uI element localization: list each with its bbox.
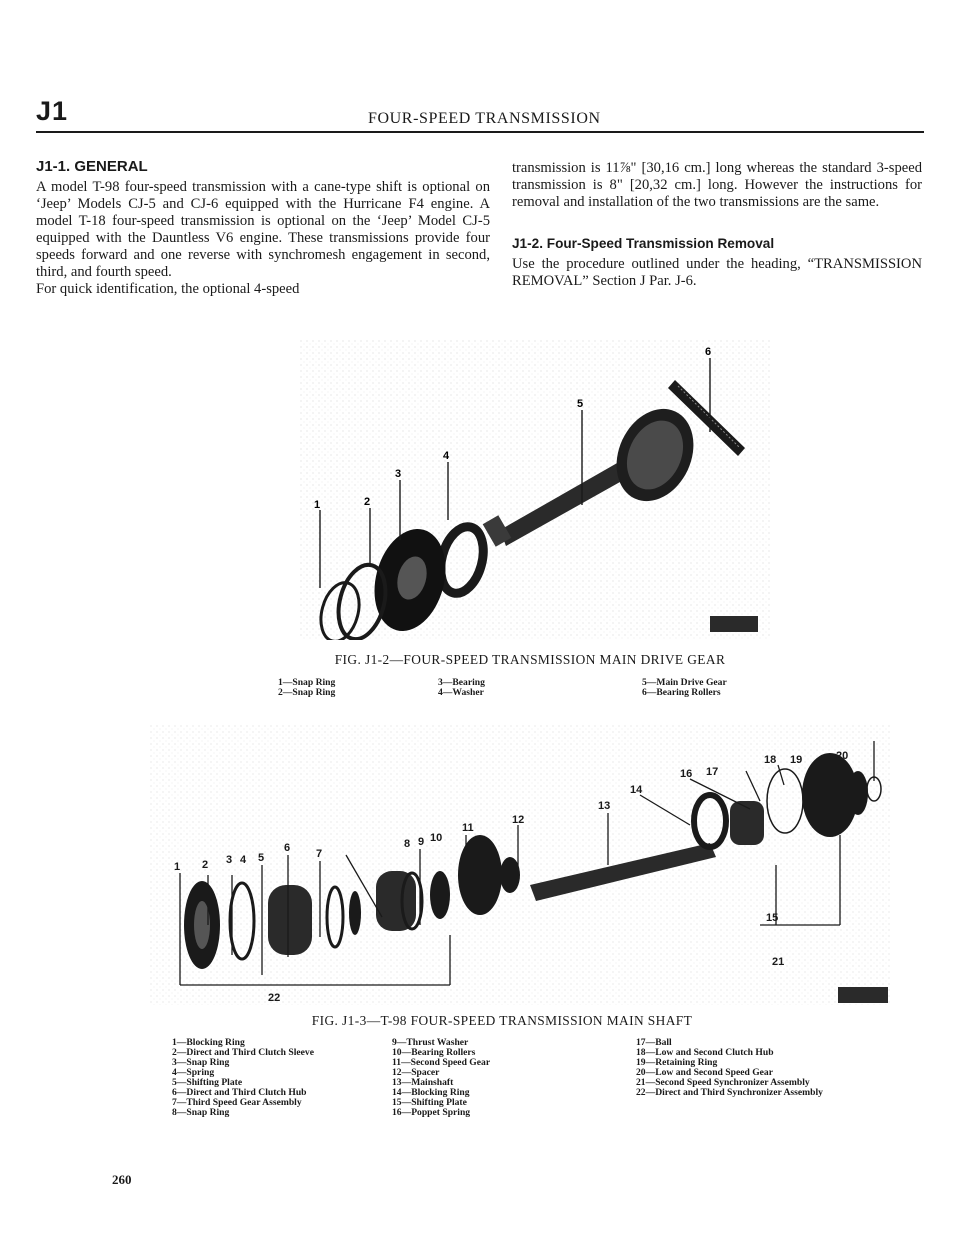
callout-label: 19 (790, 754, 803, 766)
legend-column (392, 1038, 490, 1118)
legend-item: 9—Thrust Washer (392, 1037, 469, 1048)
legend-item: 20—Low and Second Speed Gear (636, 1067, 773, 1078)
general-paragraph-2: For quick identification, the optional 4-speed (36, 281, 300, 297)
figure-tag (710, 616, 758, 632)
callout-label: 8 (404, 838, 411, 850)
callout-label: 6 (284, 842, 291, 854)
callout-label: 16 (680, 768, 693, 780)
legend-item: 15—Shifting Plate (392, 1097, 467, 1108)
legend-item: 19—Retaining Ring (636, 1057, 718, 1068)
legend-item: 11—Second Speed Gear (392, 1057, 491, 1068)
legend-item: 17—Ball (636, 1037, 672, 1048)
legend-item: 4—Washer (438, 687, 484, 698)
running-title: FOUR-SPEED TRANSMISSION (368, 110, 601, 127)
callout-label: 4 (443, 450, 450, 462)
callout-label: 10 (430, 832, 443, 844)
removal-heading: J1-2. Four-Speed Transmission Removal (512, 236, 775, 251)
callout-label: 18 (764, 754, 777, 766)
section-code: J1 (36, 96, 69, 126)
callout-label: 4 (240, 854, 247, 866)
callout-label: 9 (418, 836, 425, 848)
callout-label: 3 (226, 854, 233, 866)
legend-item: 14—Blocking Ring (392, 1087, 470, 1098)
legend-item: 6—Bearing Rollers (642, 687, 721, 698)
general-paragraph-3: transmission is 11⅞" [30,16 cm.] long whereas the standard 3-speed transmission is 8" [20,32 cm.] long. However the instructions for removal and installation of the two transmissions are the same. (512, 160, 922, 210)
callout-label: 21 (772, 956, 785, 968)
legend-item: 3—Bearing (438, 677, 485, 688)
figure-caption: FIG. J1-3—T-98 FOUR-SPEED TRANSMISSION MAIN SHAFT (311, 1013, 693, 1028)
legend-item: 2—Direct and Third Clutch Sleeve (172, 1047, 314, 1058)
page-number: 260 (112, 1172, 132, 1187)
callout-label: 2 (364, 496, 371, 508)
legend-item: 5—Shifting Plate (172, 1077, 243, 1088)
callout-label: 14 (630, 784, 643, 796)
legend-item: 22—Direct and Third Synchronizer Assembly (636, 1087, 823, 1098)
legend-column (438, 678, 485, 698)
legend-item: 7—Third Speed Gear Assembly (172, 1097, 302, 1108)
legend-item: 12—Spacer (392, 1067, 440, 1078)
callout-label: 5 (258, 852, 265, 864)
legend-column (642, 678, 727, 698)
legend-item: 16—Poppet Spring (392, 1107, 471, 1118)
legend-item: 3—Snap Ring (172, 1057, 230, 1068)
legend-item: 4—Spring (172, 1067, 215, 1078)
callout-label: 20 (836, 750, 849, 762)
header-rule (36, 131, 924, 133)
removal-paragraph: Use the procedure outlined under the heading, “TRANSMISSION REMOVAL” Section J Par. J-6. (512, 256, 922, 289)
legend-column (172, 1038, 314, 1118)
callout-label: 2 (202, 859, 209, 871)
main-drive-gear-illustration (300, 340, 770, 640)
left-column (36, 158, 490, 298)
legend-item: 10—Bearing Rollers (392, 1047, 476, 1058)
callout-label: 7 (316, 848, 323, 860)
callout-label: 13 (598, 800, 611, 812)
callout-label: 17 (706, 766, 719, 778)
main-shaft-drawing (150, 725, 890, 1005)
legend-item: 21—Second Speed Synchronizer Assembly (636, 1077, 810, 1088)
general-heading: J1-1. GENERAL (36, 158, 148, 175)
legend-item: 1—Snap Ring (278, 677, 336, 688)
legend-item: 8—Snap Ring (172, 1107, 230, 1118)
callout-label: 15 (766, 912, 779, 924)
callout-label: 12 (512, 814, 525, 826)
legend-item: 18—Low and Second Clutch Hub (636, 1047, 774, 1058)
callout-label: 1 (314, 499, 321, 511)
callout-label: 22 (268, 992, 281, 1004)
legend-column (636, 1038, 823, 1098)
legend-item: 13—Mainshaft (392, 1077, 454, 1088)
legend-column (278, 678, 335, 698)
legend-item: 6—Direct and Third Clutch Hub (172, 1087, 307, 1098)
callout-label: 1 (174, 861, 181, 873)
figure-tag (838, 987, 888, 1003)
callout-label: 6 (705, 346, 712, 358)
main-drive-gear-drawing (300, 340, 770, 640)
callout-label: 5 (577, 398, 584, 410)
legend-item: 5—Main Drive Gear (642, 677, 727, 688)
right-column (512, 160, 922, 290)
callout-label: 3 (395, 468, 402, 480)
callout-label: 11 (462, 822, 474, 834)
general-paragraph-1: A model T-98 four-speed transmission with a cane-type shift is optional on ‘Jeep’ Models CJ-5 and CJ-6 equipped with the Hurricane F4 engine. A model T-18 four-speed transmission is optional on the ‘Jeep’ Model CJ-5 equipped with the Dauntless V6 engine. These transmissions provide four speeds forward and one reverse with synchromesh engagement in second, third, and fourth speed. (36, 179, 490, 280)
figure-caption: FIG. J1-2—FOUR-SPEED TRANSMISSION MAIN DRIVE GEAR (334, 652, 726, 667)
legend-item: 1—Blocking Ring (172, 1037, 245, 1048)
legend-item: 2—Snap Ring (278, 687, 336, 698)
main-shaft-illustration (150, 725, 890, 1005)
